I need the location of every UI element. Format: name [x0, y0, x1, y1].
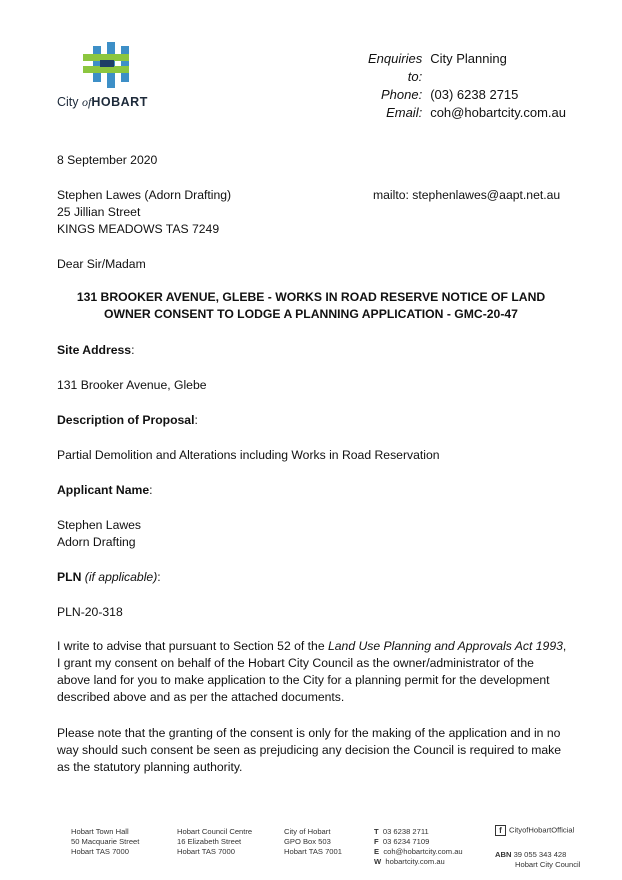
proposal-label-row: Description of Proposal:	[57, 413, 198, 427]
site-address-value: 131 Brooker Avenue, Glebe	[57, 378, 207, 392]
enquiries-label: Enquiries to:	[368, 51, 423, 84]
recipient-suburb: KINGS MEADOWS TAS 7249	[57, 222, 220, 236]
applicant-company: Adorn Drafting	[57, 535, 136, 549]
pln-qualifier: (if applicable)	[84, 570, 158, 584]
pln-value: PLN-20-318	[57, 605, 123, 619]
facebook-handle[interactable]: CityofHobartOfficial	[509, 825, 575, 835]
recipient-name: Stephen Lawes (Adorn Drafting)	[57, 188, 232, 202]
facebook-icon: f	[495, 825, 506, 836]
footer-social	[495, 825, 574, 836]
phone-label: Phone:	[381, 87, 423, 102]
letter-heading	[60, 289, 562, 323]
site-address-label-row: Site Address:	[57, 343, 135, 357]
salutation: Dear Sir/Madam	[57, 257, 146, 271]
footer-postal: City of Hobart GPO Box 503 Hobart TAS 7001	[284, 827, 342, 856]
recipient-street: 25 Jillian Street	[57, 205, 141, 219]
pln-label-row: PLN (if applicable):	[57, 570, 161, 584]
recipient-address	[57, 187, 231, 238]
logo-wordmark: City ofHOBART	[57, 95, 148, 109]
footer-town-hall: Hobart Town Hall 50 Macquarie Street Hobart TAS 7000	[71, 827, 140, 856]
enquiries-value: City Planning	[430, 51, 507, 66]
proposal-label: Description of Proposal	[57, 413, 195, 427]
consent-paragraph: I write to advise that pursuant to Section 52 of the Land Use Planning and Approvals Act 1993, I grant my consent on behalf of the Hobart City Council as the owner/administrator of the above land for you to make application to the City for a planning permit for the development described above and as per the attached documents.	[57, 639, 567, 704]
footer-contact: T 03 6238 2711 F 03 6234 7109 E coh@hobartcity.com.au W hobartcity.com.au	[374, 827, 463, 866]
act-title: Land Use Planning and Approvals Act 1993	[328, 639, 563, 653]
footer-council-centre: Hobart Council Centre 16 Elizabeth Street Hobart TAS 7000	[177, 827, 253, 856]
recipient-mailto[interactable]: mailto: stephenlawes@aapt.net.au	[373, 188, 561, 202]
note-paragraph: Please note that the granting of the consent is only for the making of the application and in no way should such consent be seen as prejudicing any decision the Council is required to make as the statutory planning authority.	[57, 726, 562, 774]
enquiries-block	[350, 50, 566, 122]
letter-date: 8 September 2020	[57, 153, 158, 167]
pln-label: PLN	[57, 570, 82, 584]
email-value: coh@hobartcity.com.au	[430, 105, 566, 120]
applicant-label-row: Applicant Name:	[57, 483, 153, 497]
applicant-value	[57, 517, 141, 551]
phone-value: (03) 6238 2715	[430, 87, 519, 102]
heading-line-2: OWNER CONSENT TO LODGE A PLANNING APPLICATION - GMC-20-47	[104, 307, 518, 321]
applicant-label: Applicant Name	[57, 483, 150, 497]
proposal-value: Partial Demolition and Alterations including Works in Road Reservation	[57, 448, 440, 462]
email-label: Email:	[386, 105, 423, 120]
heading-line-1: 131 BROOKER AVENUE, GLEBE - WORKS IN ROAD RESERVE NOTICE OF LAND	[76, 290, 546, 304]
site-address-label: Site Address	[57, 343, 132, 357]
footer-abn: ABN 39 055 343 428 Hobart City Council	[495, 850, 581, 869]
applicant-name: Stephen Lawes	[57, 518, 142, 532]
